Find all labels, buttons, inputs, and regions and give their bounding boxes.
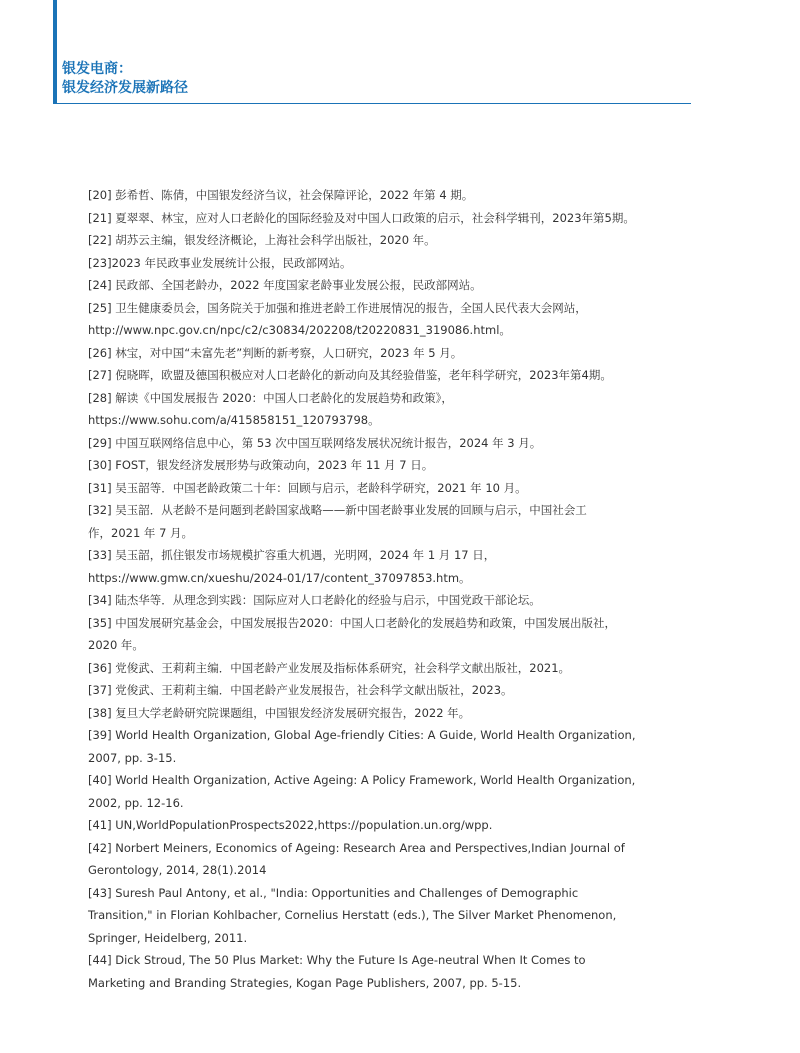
reference-line: 2020 年。	[88, 638, 144, 652]
reference-line: [43] Suresh Paul Antony, et al., "India: Opportunities and Challenges of Demographic	[88, 885, 579, 900]
reference-line: [31] 吴玉韶等．中国老龄政策二十年：回顾与启示，老龄科学研究，2021 年 10 月。	[88, 480, 527, 495]
reference-line: [44] Dick Stroud, The 50 Plus Market: Why the Future Is Age-neutral When It Comes to	[88, 953, 586, 967]
reference-line: [40] World Health Organization, Active Ageing: A Policy Framework, World Health Organization,	[88, 773, 636, 787]
reference-line: [25] 卫生健康委员会，国务院关于加强和推进老龄工作进展情况的报告，全国人民代表大会网站，	[88, 300, 587, 315]
reference-line: 作，2021 年 7 月。	[88, 525, 194, 540]
reference-line: [27] 倪晓晖，欧盟及德国积极应对人口老龄化的新动向及其经验借鉴，老年科学研究，2023年第4期。	[88, 368, 612, 382]
reference-line: [33] 吴玉韶，抓住银发市场规模扩容重大机遇，光明网，2024 年 1 月 17 日，	[88, 548, 496, 562]
reference-line: [36] 党俊武、王莉莉主编．中国老龄产业发展及指标体系研究，社会科学文献出版社，2021。	[88, 660, 571, 675]
reference-line: [39] World Health Organization, Global Age-friendly Cities: A Guide, World Health Organization,	[88, 728, 636, 742]
reference-line: [21] 夏翠翠、林宝，应对人口老龄化的国际经验及对中国人口政策的启示，社会科学辑刊，2023年第5期。	[88, 210, 635, 225]
reference-line: https://www.sohu.com/a/415858151_120793798。	[88, 413, 380, 427]
reference-line: [30] FOST，银发经济发展形势与政策动向，2023 年 11 月 7 日。	[88, 458, 434, 472]
reference-line: 2007, pp. 3-15.	[88, 750, 177, 765]
running-header	[62, 60, 188, 98]
reference-line: Springer, Heidelberg, 2011.	[88, 930, 248, 945]
reference-line: http://www.npc.gov.cn/npc/c2/c30834/202208/t20220831_319086.html。	[88, 323, 511, 337]
reference-line: [42] Norbert Meiners, Economics of Ageing: Research Area and Perspectives,Indian Journal of	[88, 840, 625, 855]
reference-line: [37] 党俊武、王莉莉主编．中国老龄产业发展报告，社会科学文献出版社，2023。	[88, 683, 513, 697]
reference-line: [41] UN,WorldPopulationProspects2022,https://population.un.org/wpp.	[88, 818, 493, 832]
reference-line: 2002, pp. 12-16.	[88, 795, 184, 810]
reference-line: [22] 胡苏云主编，银发经济概论，上海社会科学出版社，2020 年。	[88, 233, 436, 247]
reference-line: [38] 复旦大学老龄研究院课题组，中国银发经济发展研究报告，2022 年。	[88, 705, 471, 720]
header-title-line1: 银发电商：	[62, 61, 132, 77]
reference-line: [24] 民政部、全国老龄办，2022 年度国家老龄事业发展公报，民政部网站。	[88, 278, 482, 292]
reference-line: [35] 中国发展研究基金会，中国发展报告2020：中国人口老龄化的发展趋势和政策，中国发展出版社，	[88, 615, 617, 630]
reference-line: [34] 陆杰华等．从理念到实践：国际应对人口老龄化的经验与启示，中国党政干部论坛。	[88, 593, 541, 607]
reference-line: Marketing and Branding Strategies, Kogan Page Publishers, 2007, pp. 5-15.	[88, 975, 522, 990]
reference-line: [26] 林宝，对中国“未富先老”判断的新考察，人口研究，2023 年 5 月。	[88, 345, 463, 360]
reference-line: https://www.gmw.cn/xueshu/2024-01/17/content_37097853.htm。	[88, 570, 471, 585]
reference-line: Transition," in Florian Kohlbacher, Cornelius Herstatt (eds.), The Silver Market Phenomenon,	[88, 908, 617, 922]
reference-line: [28] 解读《中国发展报告 2020：中国人口老龄化的发展趋势和政策》，	[88, 390, 453, 405]
reference-line: [23]2023 年民政事业发展统计公报，民政部网站。	[88, 255, 352, 270]
reference-line: Gerontology, 2014, 28(1).2014	[88, 863, 267, 877]
header-title-line2: 银发经济发展新路径	[62, 80, 188, 96]
header-accent-bar	[53, 0, 57, 103]
reference-line: [29] 中国互联网络信息中心，第 53 次中国互联网络发展状况统计报告，2024 年 3 月。	[88, 435, 542, 450]
header-divider	[53, 103, 691, 104]
reference-line: [32] 吴玉韶．从老龄不是问题到老龄国家战略——新中国老龄事业发展的回顾与启示，中国社会工	[88, 503, 587, 517]
reference-line: [20] 彭希哲、陈倩，中国银发经济刍议，社会保障评论，2022 年第 4 期。	[88, 188, 474, 202]
reference-list	[88, 184, 728, 994]
